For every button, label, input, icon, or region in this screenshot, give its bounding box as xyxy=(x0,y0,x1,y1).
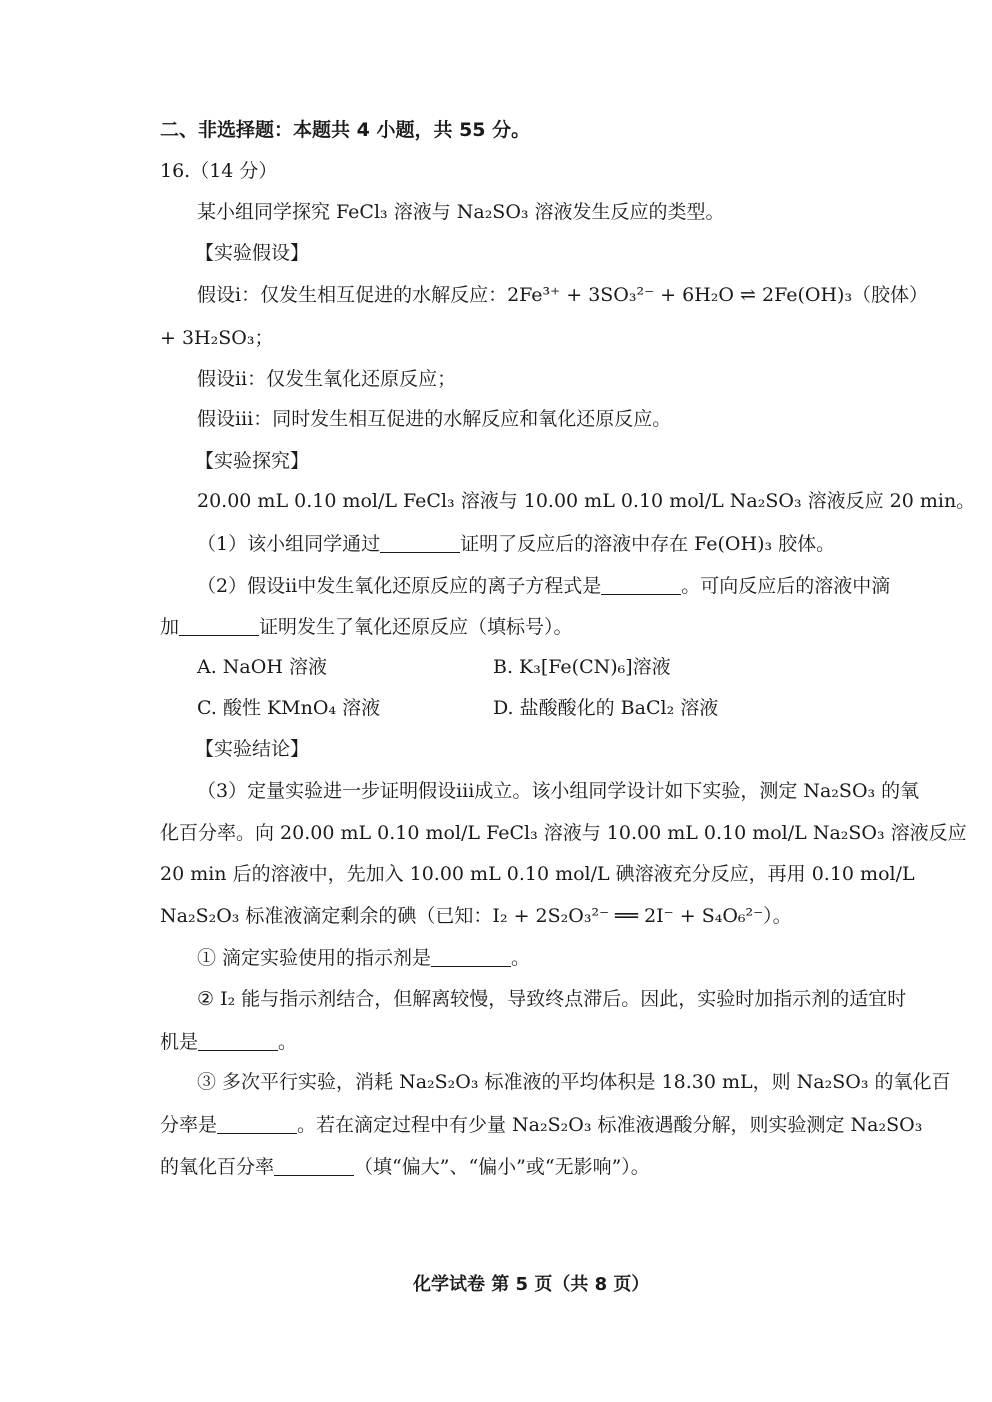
option-a: A. NaOH 溶液 xyxy=(197,656,327,678)
step-3-line-1: ③ 多次平行实验，消耗 Na₂S₂O₃ 标准液的平均体积是 18.30 mL，则 Na₂SO₃ 的氧化百 xyxy=(197,1071,951,1093)
hypothesis-header: 【实验假设】 xyxy=(195,242,310,264)
step-2-line-1: ② I₂ 能与指示剂结合，但解离较慢，导致终点滞后。因此，实验时加指示剂的适宜时 xyxy=(197,988,907,1010)
step-3-suffix: 。若在滴定过程中有少量 Na₂S₂O₃ 标准液遇酸分解，则实验测定 Na₂SO₃ xyxy=(297,1114,923,1136)
answer-blank-4[interactable] xyxy=(198,1032,278,1051)
question-intro: 某小组同学探究 FeCl₃ 溶液与 Na₂SO₃ 溶液发生反应的类型。 xyxy=(197,201,725,223)
hypothesis-3: 假设ⅲ：同时发生相互促进的水解反应和氧化还原反应。 xyxy=(197,408,672,430)
subquestion-3-line-2: 化百分率。向 20.00 mL 0.10 mol/L FeCl₃ 溶液与 10.00 mL 0.10 mol/L Na₂SO₃ 溶液反应 xyxy=(160,822,967,844)
step-1-suffix: 。 xyxy=(511,947,531,969)
section-heading: 二、非选择题：本题共 4 小题，共 55 分。 xyxy=(160,119,531,141)
hypothesis-1-line-2: + 3H₂SO₃； xyxy=(160,327,274,349)
step-1 xyxy=(197,948,530,968)
option-b: B. K₃[Fe(CN)₆]溶液 xyxy=(493,656,671,678)
option-d: D. 盐酸酸化的 BaCl₂ 溶液 xyxy=(493,697,719,719)
subquestion-3-line-1: （3）定量实验进一步证明假设ⅲ成立。该小组同学设计如下实验，测定 Na₂SO₃ 的氧 xyxy=(197,780,920,802)
subquestion-2-line-1 xyxy=(197,576,890,596)
answer-blank-1[interactable] xyxy=(380,534,460,553)
step-3-line-3 xyxy=(160,1157,650,1177)
subquestion-1-prefix: （1）该小组同学通过 xyxy=(197,533,381,555)
subquestion-2b-prefix: 加 xyxy=(160,616,180,638)
subquestion-2-suffix: 。可向反应后的溶液中滴 xyxy=(681,575,891,597)
subquestion-2-prefix: （2）假设ⅱ中发生氧化还原反应的离子方程式是 xyxy=(197,575,602,597)
exploration-header: 【实验探究】 xyxy=(195,450,310,472)
step-2-prefix: 机是 xyxy=(160,1031,199,1053)
step-3-prefix: 分率是 xyxy=(160,1114,218,1136)
hypothesis-2: 假设ⅱ：仅发生氧化还原反应； xyxy=(197,368,457,390)
subquestion-3-line-3: 20 min 后的溶液中，先加入 10.00 mL 0.10 mol/L 碘溶液充分反应，再用 0.10 mol/L xyxy=(160,863,915,885)
step-1-prefix: ① 滴定实验使用的指示剂是 xyxy=(197,947,432,969)
subquestion-2-line-2 xyxy=(160,617,573,637)
subquestion-3-line-4: Na₂S₂O₃ 标准液滴定剩余的碘（已知：I₂ + 2S₂O₃²⁻ ══ 2I⁻ + S₄O₆²⁻）。 xyxy=(160,905,792,927)
subquestion-2b-suffix: 证明发生了氧化还原反应（填标号）。 xyxy=(259,616,573,638)
option-c: C. 酸性 KMnO₄ 溶液 xyxy=(197,697,381,719)
step-3b-suffix: （填“偏大”、“偏小”或“无影响”）。 xyxy=(354,1156,650,1178)
step-3-line-2 xyxy=(160,1115,922,1135)
step-2-suffix: 。 xyxy=(278,1031,298,1053)
hypothesis-1-line-1: 假设ⅰ：仅发生相互促进的水解反应：2Fe³⁺ + 3SO₃²⁻ + 6H₂O ⇌ 2Fe(OH)₃（胶体） xyxy=(197,284,929,306)
answer-blank-2b[interactable] xyxy=(179,617,259,636)
exploration-text: 20.00 mL 0.10 mol/L FeCl₃ 溶液与 10.00 mL 0.10 mol/L Na₂SO₃ 溶液反应 20 min。 xyxy=(197,490,976,512)
answer-blank-6[interactable] xyxy=(274,1157,354,1176)
question-number: 16.（14 分） xyxy=(160,160,278,182)
step-3b-prefix: 的氧化百分率 xyxy=(160,1156,275,1178)
answer-blank-3[interactable] xyxy=(431,948,511,967)
subquestion-1 xyxy=(197,534,835,554)
step-2-line-2 xyxy=(160,1032,297,1052)
conclusion-header: 【实验结论】 xyxy=(195,738,310,760)
answer-blank-5[interactable] xyxy=(217,1115,297,1134)
answer-blank-2a[interactable] xyxy=(601,576,681,595)
subquestion-1-suffix: 证明了反应后的溶液中存在 Fe(OH)₃ 胶体。 xyxy=(460,533,836,555)
page-footer: 化学试卷 第 5 页（共 8 页） xyxy=(413,1274,650,1295)
